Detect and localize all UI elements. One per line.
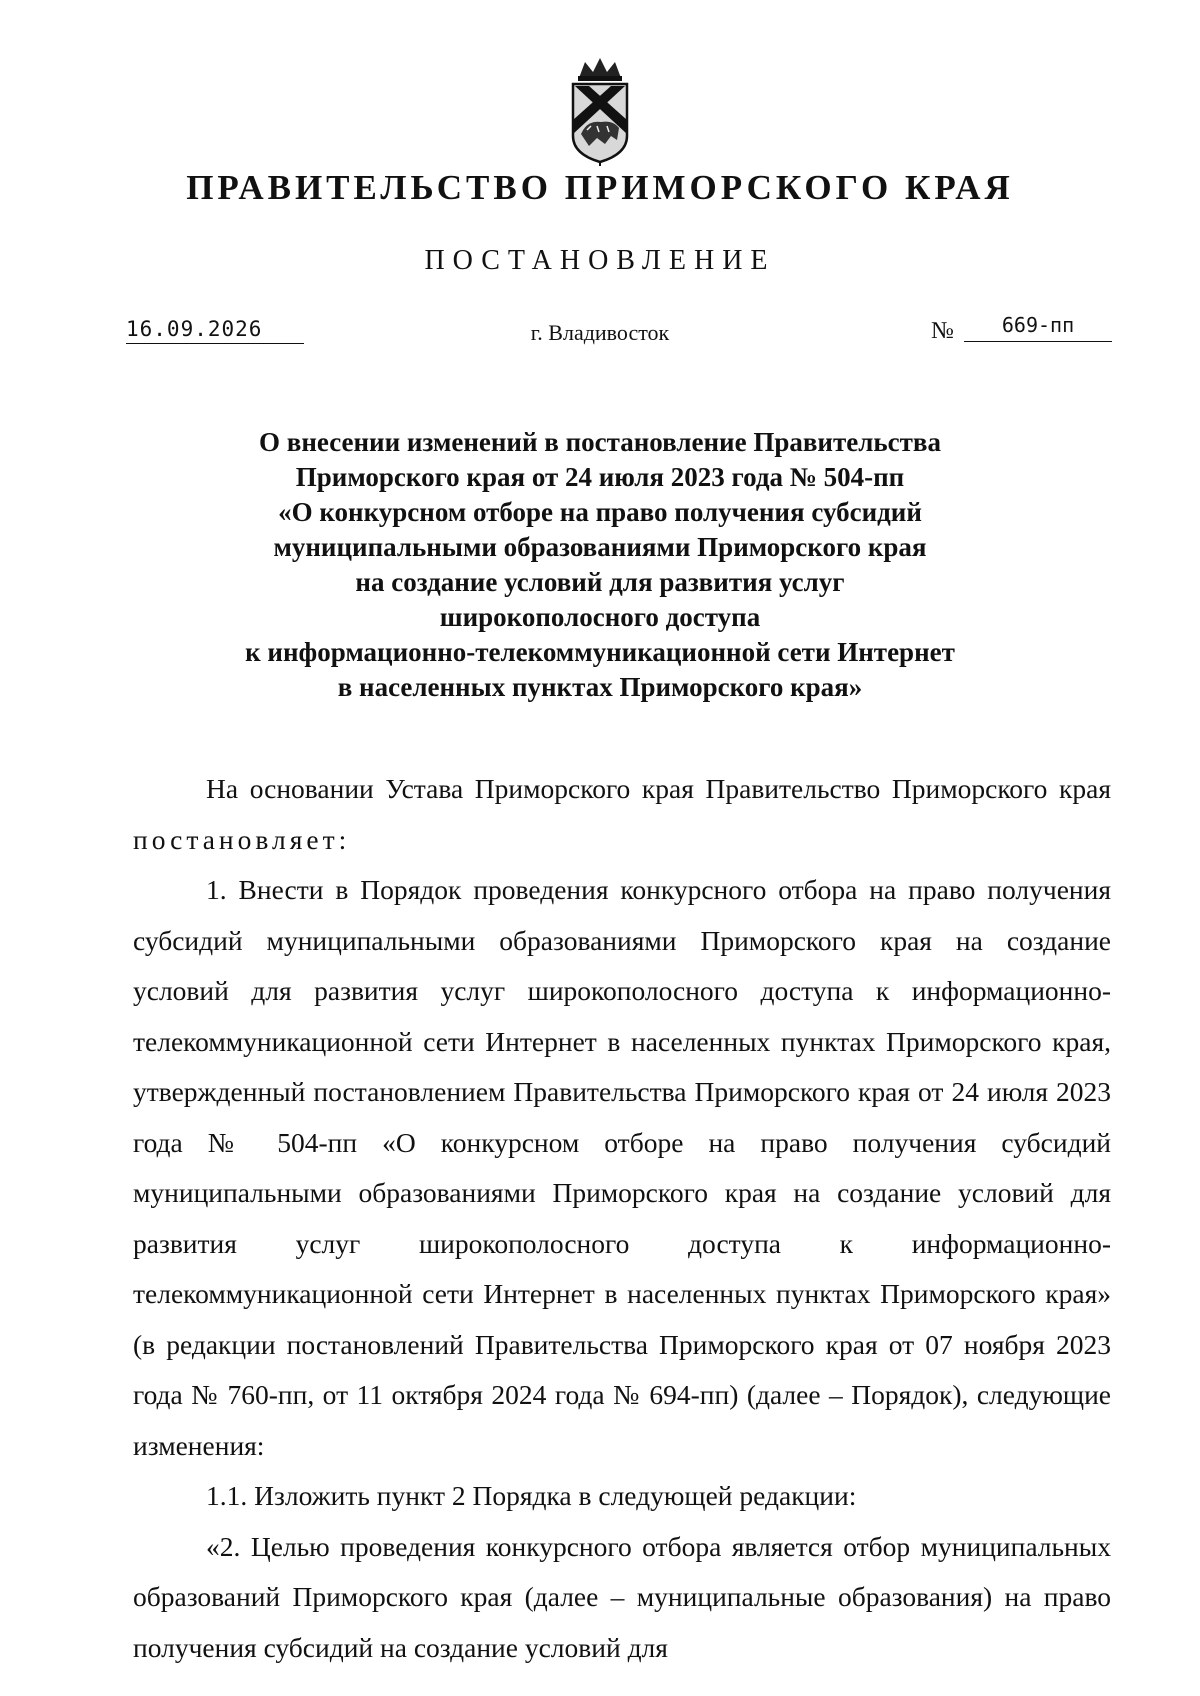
- document-city: г. Владивосток: [530, 320, 670, 345]
- document-type: ПОСТАНОВЛЕНИЕ: [424, 245, 776, 276]
- decree-keyword: постановляет: [133, 823, 339, 855]
- body-paragraph: 1.1. Изложить пункт 2 Порядка в следующей редакции:: [206, 1480, 857, 1511]
- body-text: На основании Устава Приморского края Правительство Приморского края: [206, 773, 1111, 804]
- subject-line: муниципальными образованиями Приморского края: [273, 532, 927, 562]
- number-sign: №: [931, 318, 954, 344]
- subject-line: «О конкурсном отборе на право получения субсидий: [278, 497, 922, 527]
- body-paragraph: [133, 764, 1111, 865]
- document-date: 16.09.2026: [126, 317, 304, 344]
- government-title: ПРАВИТЕЛЬСТВО ПРИМОРСКОГО КРАЯ: [186, 168, 1014, 207]
- document-number: 669-пп: [964, 313, 1112, 342]
- coat-of-arms-icon: [567, 56, 633, 166]
- subject-line: к информационно-телекоммуникационной сети Интернет: [245, 637, 955, 667]
- subject-line: Приморского края от 24 июля 2023 года № 504-пп: [295, 462, 905, 492]
- body-text: :: [338, 823, 347, 855]
- body-paragraph: «2. Целью проведения конкурсного отбора является отбор муниципальных образований Приморского края (далее – муниципальные образования) на право получения субсидий на создание условий для: [133, 1530, 1111, 1663]
- document-subject: [190, 425, 1010, 705]
- document-body: [133, 764, 1111, 1673]
- subject-line: на создание условий для развития услуг: [355, 567, 845, 597]
- subject-line: широкополосного доступа: [439, 602, 761, 632]
- body-paragraph: 1. Внести в Порядок проведения конкурсного отбора на право получения субсидий муниципальными образованиями Приморского края на создание условий для развития услуг широкополосного доступа к информационно-телекоммуникационной сети Интернет в населенных пунктах Приморского края, утвержденный постановлением Правительства Приморского края от 24 июля 2023 года № 504-пп «О конкурсном отборе на право получения субсидий муниципальными образованиями Приморского края на создание условий для развития услуг широкополосного доступа к информационно-телекоммуникационной сети Интернет в населенных пунктах Приморского края» (в редакции постановлений Правительства Приморского края от 07 ноября 2023 года № 760-пп, от 11 октября 2024 года № 694-пп) (далее – Порядок), следующие изменения:: [133, 874, 1111, 1461]
- subject-line: О внесении изменений в постановление Правительства: [259, 427, 941, 457]
- subject-line: в населенных пунктах Приморского края»: [337, 672, 863, 702]
